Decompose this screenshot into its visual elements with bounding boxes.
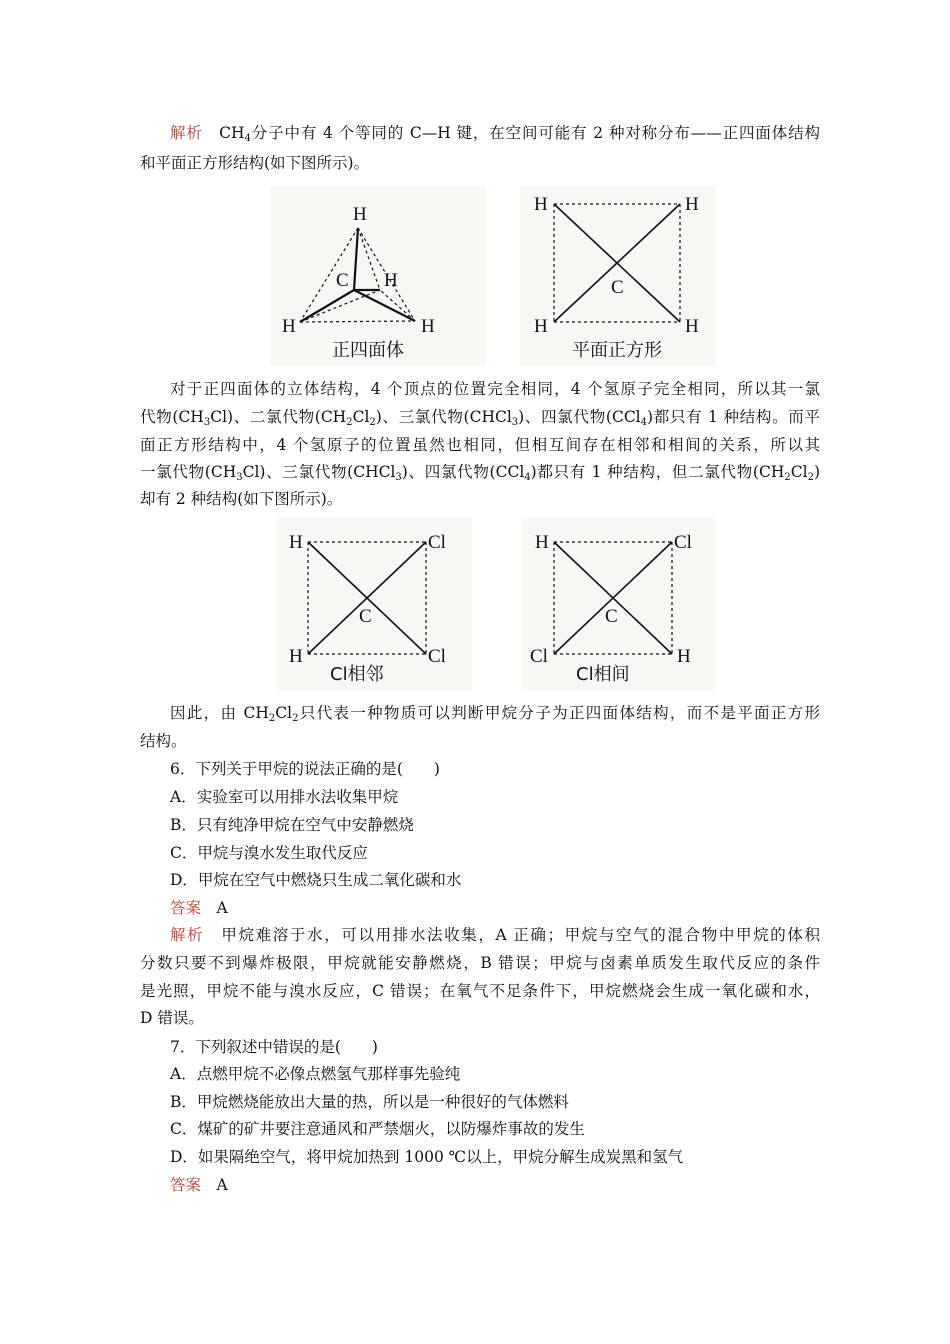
q7-option-b: B．甲烷燃烧能放出大量的热，所以是一种很好的气体燃料 [170, 1093, 569, 1111]
adj-caption: Cl相邻 [330, 664, 384, 685]
q7-stem: 7．下列叙述中错误的是( ) [170, 1038, 378, 1056]
opp-caption: Cl相间 [576, 664, 630, 685]
q6-answer [170, 895, 820, 921]
opp-bl: Cl [530, 646, 548, 667]
tetra-h-inner: H [384, 270, 398, 291]
q6-explain-line-1: 解析 甲烷难溶于水，可以用排水法收集，A 正确；甲烷与空气的混合物中甲烷的体积 [170, 926, 820, 944]
q6-answer-value: A [216, 899, 228, 917]
square-h-tr: H [685, 194, 699, 215]
tetra-h-br: H [421, 316, 435, 337]
para-2-line-4: 一氯代物$(CH_3Cl)$、三氯代物(CHCl$_3$)、四氯代物(CCl$_4$)都只有 1 种结构，但二氯代物$(CH_2Cl_2)$ [140, 463, 820, 483]
para-3-line-1: 因此，由 $CH_2Cl_2$只代表一种物质可以判断甲烷分子为正四面体结构，而不是平面正方形 [170, 704, 820, 724]
q7-answer-value: A [216, 1176, 228, 1194]
square-h-br: H [685, 316, 699, 337]
q7-option-d: D．如果隔绝空气，将甲烷加热到 1000 ℃以上，甲烷分解生成炭黑和氢气 [170, 1148, 684, 1166]
q6-option-b: B．只有纯净甲烷在空气中安静燃烧 [170, 816, 414, 834]
square-c: C [611, 277, 624, 298]
q6-option-d: D．甲烷在空气中燃烧只生成二氧化碳和水 [170, 871, 462, 889]
square-h-tl: H [534, 194, 548, 215]
opp-br: H [677, 646, 691, 667]
tetra-h-bl: H [282, 316, 296, 337]
para-2-line-3: 面正方形结构中，4 个氢原子的位置虽然也相同，但相互间存在相邻和相间的关系，所以其 [140, 436, 820, 454]
tetra-c: C [336, 270, 349, 291]
explain-1-line-2: 和平面正方形结构(如下图所示)。 [140, 154, 370, 172]
figure-tetrahedron [270, 186, 486, 366]
q6-explain-tag: 解析 [170, 926, 205, 944]
adj-c: C [359, 606, 372, 627]
adj-tl: H [289, 532, 303, 553]
para-2-line-1: 对于正四面体的立体结构，4 个顶点的位置完全相同，4 个氢原子完全相同，所以其一氯 [170, 380, 820, 398]
tetra-h-top: H [353, 204, 367, 225]
explain-tag: 解析 [170, 124, 203, 142]
q7-answer [170, 1172, 820, 1198]
opp-tr: Cl [674, 532, 692, 553]
para-2-line-2: 代物$(CH_3Cl)$、二氯代物$(CH_2Cl_2)$、三氯代物(CHCl$_3$)、四氯代物(CCl$_4$)都只有 1 种结构。而平 [140, 408, 820, 428]
square-h-bl: H [534, 316, 548, 337]
explain-1-line-1: 解析 $CH_4$分子中有 4 个等同的 C—H 键，在空间可能有 2 种对称分布——正四面体结构 [170, 124, 820, 144]
figure-planar-square [520, 186, 716, 366]
q6-answer-tag: 答案 [170, 899, 202, 917]
q7-option-a: A．点燃甲烷不必像点燃氢气那样事先验纯 [170, 1065, 461, 1083]
figure-cl-adjacent [276, 518, 472, 690]
q6-explain-line-4: D 错误。 [140, 1009, 204, 1027]
adj-br: Cl [428, 646, 446, 667]
q6-option-a: A．实验室可以用排水法收集甲烷 [170, 788, 399, 806]
q6-explain-line-2: 分数只要不到爆炸极限，甲烷就能安静燃烧，B 错误；甲烷与卤素单质发生取代反应的条件 [140, 954, 820, 972]
q7-answer-tag: 答案 [170, 1176, 202, 1194]
tetra-caption: 正四面体 [332, 340, 404, 361]
q6-explain-line-3: 是光照，甲烷不能与溴水反应，C 错误；在氧气不足条件下，甲烷燃烧会生成一氧化碳和水， [140, 982, 820, 1000]
square-caption: 平面正方形 [572, 340, 662, 361]
q6-option-c: C．甲烷与溴水发生取代反应 [170, 844, 368, 862]
para-3-line-2: 结构。 [140, 732, 187, 750]
q6-stem: 6．下列关于甲烷的说法正确的是( ) [170, 760, 440, 778]
para-2-line-5: 却有 2 种结构(如下图所示)。 [140, 490, 343, 508]
opp-c: C [605, 606, 618, 627]
figure-cl-opposite [522, 518, 716, 690]
adj-tr: Cl [428, 532, 446, 553]
q7-option-c: C．煤矿的矿井要注意通风和严禁烟火，以防爆炸事故的发生 [170, 1120, 585, 1138]
opp-tl: H [535, 532, 549, 553]
adj-bl: H [289, 646, 303, 667]
